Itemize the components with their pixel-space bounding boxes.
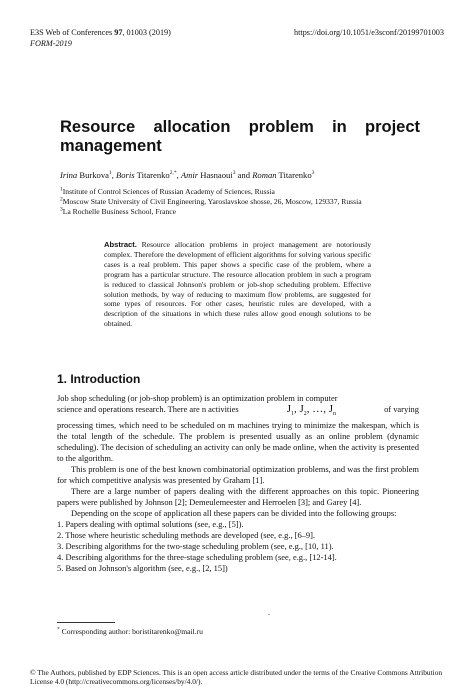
footnote: * Corresponding author: boristitarenko@mail.ru bbox=[57, 626, 203, 636]
license-notice: © The Authors, published by EDP Sciences. This is an open access article distributed under the terms of the Creative Commons Attribution License 4.0 (http://creativecommons.org/licenses/by/4.0/). bbox=[30, 668, 443, 687]
title-word: Resource bbox=[60, 118, 136, 136]
affiliation: $^1$Institute of Control Sciences of Russian Academy of Sciences, Russia bbox=[60, 186, 275, 196]
title-word: problem bbox=[248, 118, 314, 136]
paragraph: processing times, which need to be scheduled on m machines trying to minimize the makespan, which is the total length of the schedule. The problem is presented usually as an online problem (dynamic scheduling). The decision of scheduling an activity can only be made online, when the activity is presented to the algorithm. bbox=[57, 420, 419, 464]
doi-link[interactable]: https://doi.org/10.1051/e3sconf/20199701003 bbox=[294, 28, 444, 37]
list-item: 1. Papers dealing with optimal solutions (see, e.g., [5]). bbox=[57, 519, 244, 530]
author: Irina Burkova$^1$ bbox=[60, 170, 112, 180]
list-item: 4. Describing algorithms for the three-stage scheduling problem (see, e.g., [12-14]. bbox=[57, 552, 337, 563]
introduction-body bbox=[57, 393, 419, 574]
section-heading: 1. Introduction bbox=[57, 372, 141, 386]
affiliation-list bbox=[60, 187, 362, 218]
paragraph: Depending on the scope of application all these papers can be divided into the following groups: bbox=[71, 508, 397, 519]
title-line-2: management bbox=[60, 137, 162, 155]
paper-title bbox=[60, 118, 420, 156]
stray-mark: . bbox=[268, 608, 270, 617]
author: Amir Hasnaoui$^3$ bbox=[180, 170, 236, 180]
running-header bbox=[30, 27, 444, 49]
abstract bbox=[104, 240, 371, 329]
affiliation: $^3$La Rochelle Business School, France bbox=[60, 206, 176, 217]
conference-name: FORM-2019 bbox=[30, 39, 72, 48]
journal-citation: E3S Web of Conferences 97, 01003 (2019) bbox=[30, 28, 171, 37]
list-item: 2. Those where heuristic scheduling methods are developed (see, e.g., [6–9]. bbox=[57, 530, 316, 541]
group-list bbox=[57, 519, 419, 574]
paragraph-line: Job shop scheduling (or job-shop problem) is an optimization problem in computer bbox=[57, 393, 338, 403]
footnote-divider bbox=[57, 622, 115, 623]
author: Boris Titarenko$^{2,*}$ bbox=[116, 170, 177, 180]
abstract-text: Resource allocation problems in project management are notoriously complex. Therefore the development of efficient algorithms for solving various specific cases is a real problem. This paper shows a specific case of the problem, where a program has a particular structure. The resource allocation problem in such a program is reduced to classical Johnson's problem or job-shop scheduling problem. Effective solution methods, by way of reducing to maximum flow problems, are suggested for some types of resources. For other cases, heuristic rules are developed, with a description of the situations in which these rules allow good enough solutions to be obtained. bbox=[104, 240, 371, 329]
author-list: Irina Burkova$^1$, Boris Titarenko$^{2,*}$, Amir Hasnaoui$^3$ and Roman Titarenko$^3$ bbox=[60, 170, 315, 180]
author: Roman Titarenko$^3$ bbox=[252, 170, 315, 180]
paragraph: There are a large number of papers dealing with the different approaches on this topic. Pioneering papers were published by Johnson [2]; Demeulemeester and Herroelen [3]; and Garey [4]. bbox=[57, 486, 419, 508]
list-item: 5. Based on Johnson's algorithm (see, e.g., [2, 15]) bbox=[57, 563, 228, 574]
title-word: project bbox=[364, 118, 420, 136]
abstract-label: Abstract. bbox=[104, 240, 137, 249]
title-word: in bbox=[332, 118, 347, 136]
list-item: 3. Describing algorithms for the two-stage scheduling problem (see, e.g., [10, 11). bbox=[57, 541, 334, 552]
title-word: allocation bbox=[153, 118, 231, 136]
affiliation: $^2$Moscow State University of Civil Engineering, Yaroslavskoe shosse, 26, Moscow, 129337, Russia bbox=[60, 196, 362, 207]
job-set-formula: $J_1$, $J_2$, …, $J_n$ bbox=[286, 403, 337, 418]
paragraph: This problem is one of the best known combinatorial optimization problems, and was the first problem for which competitive analysis was presented by Graham [1]. bbox=[57, 464, 419, 486]
paragraph-line-with-jobs: science and operations research. There are n activities $J_1$, $J_2$, …, $J_n$ of varying bbox=[57, 404, 419, 420]
